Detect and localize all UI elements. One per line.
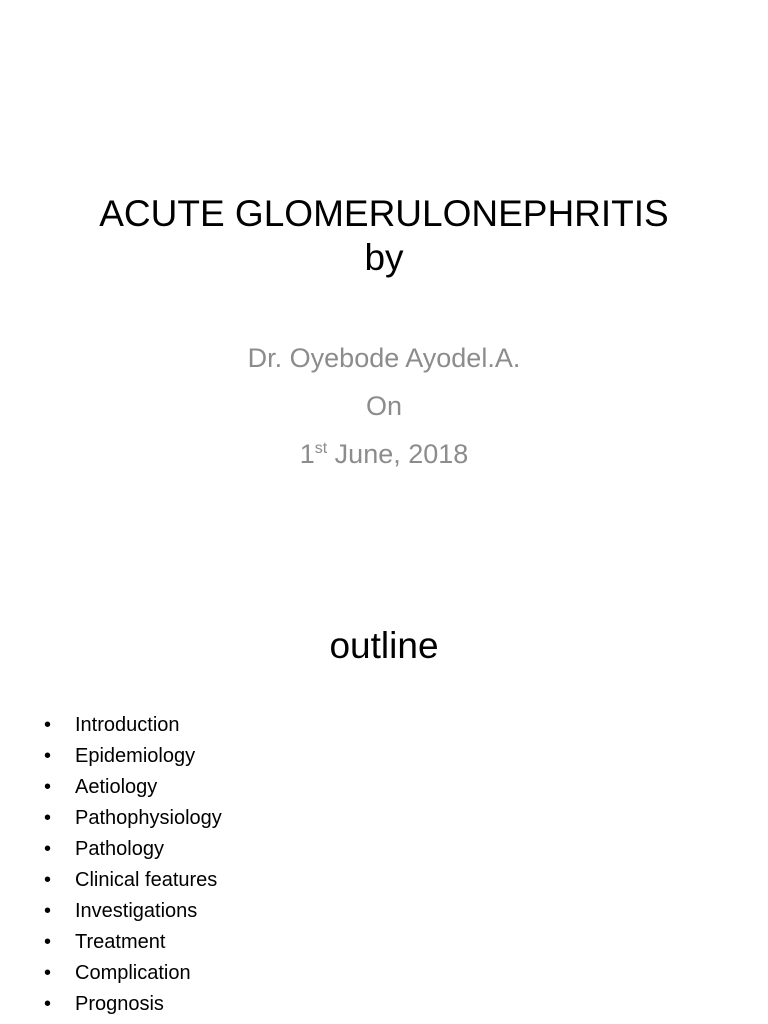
bullet-icon: • — [44, 807, 52, 829]
bullet-icon: • — [44, 838, 52, 860]
list-item-label: Aetiology — [75, 776, 158, 798]
outline-list — [44, 710, 222, 1020]
list-item-label: Introduction — [75, 714, 180, 736]
author-name: Dr. Oyebode Ayodel.A. — [247, 343, 521, 373]
bullet-icon: • — [44, 931, 52, 953]
bullet-icon: • — [44, 714, 52, 736]
list-item — [44, 834, 222, 865]
bullet-icon: • — [44, 900, 52, 922]
date-rest: June, 2018 — [327, 439, 469, 469]
list-item-label: Pathophysiology — [75, 807, 222, 829]
outline-title: outline — [329, 625, 439, 666]
list-item-label: Epidemiology — [75, 745, 196, 767]
list-item — [44, 710, 222, 741]
list-item-label: Pathology — [75, 838, 164, 860]
list-item-label: Clinical features — [75, 869, 218, 891]
list-item — [44, 927, 222, 958]
outline-slide — [0, 576, 768, 1024]
on-label: On — [365, 391, 403, 421]
title-line-2: by — [364, 237, 404, 278]
date-day: 1 — [299, 439, 315, 469]
list-item — [44, 803, 222, 834]
bullet-icon: • — [44, 993, 52, 1015]
presentation-date — [0, 430, 768, 478]
list-item — [44, 896, 222, 927]
title-line-1: ACUTE GLOMERULONEPHRITIS — [99, 193, 669, 234]
list-item-label: Complication — [75, 962, 191, 984]
list-item — [44, 772, 222, 803]
list-item-label: Treatment — [75, 931, 166, 953]
bullet-icon: • — [44, 745, 52, 767]
list-item — [44, 958, 222, 989]
list-item-label: Prognosis — [75, 993, 164, 1015]
bullet-icon: • — [44, 962, 52, 984]
list-item-label: Investigations — [75, 900, 198, 922]
bullet-icon: • — [44, 869, 52, 891]
slide-subtitle — [0, 334, 768, 478]
bullet-icon: • — [44, 776, 52, 798]
list-item — [44, 989, 222, 1020]
date-suffix: st — [314, 440, 328, 457]
slide-title — [0, 192, 768, 280]
list-item — [44, 865, 222, 896]
list-item — [44, 741, 222, 772]
